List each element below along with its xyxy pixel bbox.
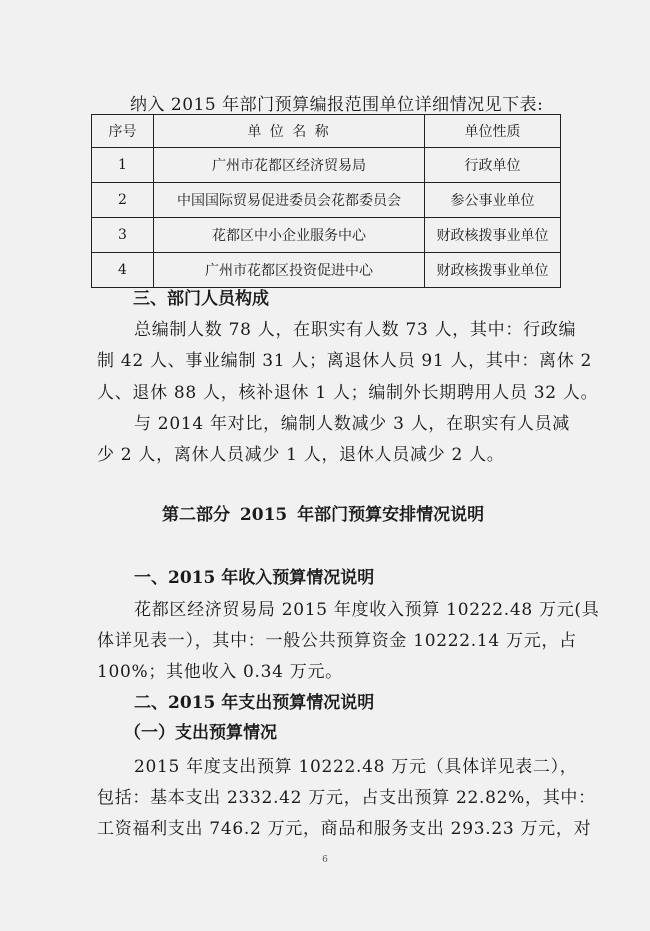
- row-unit-type: 财政核拨事业单位: [425, 253, 561, 288]
- table-row: [92, 148, 561, 183]
- income-heading: 一、2015 年收入预算情况说明: [134, 568, 375, 588]
- row-unit-name: 广州市花都区投资促进中心: [154, 253, 425, 288]
- table-row: [92, 183, 561, 218]
- expense-line: 包括：基本支出 2332.42 万元，占支出预算 22.82%，其中：: [97, 788, 596, 808]
- staffing-line: 制 42 人、事业编制 31 人；离退休人员 91 人，其中：离休 2: [97, 351, 593, 371]
- expense-line: 工资福利支出 746.2 万元，商品和服务支出 293.23 万元，对: [97, 819, 592, 839]
- row-unit-name: 花都区中小企业服务中心: [154, 218, 425, 253]
- header-serial: 序号: [92, 115, 154, 148]
- table-row: [92, 218, 561, 253]
- row-serial: 3: [92, 218, 154, 253]
- row-unit-type: 财政核拨事业单位: [425, 218, 561, 253]
- income-line: 花都区经济贸易局 2015 年度收入预算 10222.48 万元(具: [134, 600, 600, 620]
- staffing-line: 少 2 人，离休人员减少 1 人，退休人员减少 2 人。: [97, 445, 505, 465]
- part-two-heading: 第二部分 2015 年部门预算安排情况说明: [162, 505, 485, 525]
- row-serial: 2: [92, 183, 154, 218]
- unit-table: [91, 114, 561, 288]
- row-unit-name: 中国国际贸易促进委员会花都委员会: [154, 183, 425, 218]
- row-unit-type: 参公事业单位: [425, 183, 561, 218]
- staffing-line: 人、退休 88 人，核补退休 1 人；编制外长期聘用人员 32 人。: [97, 383, 599, 403]
- row-unit-name: 广州市花都区经济贸易局: [154, 148, 425, 183]
- page-number: 6: [322, 855, 328, 865]
- income-line: 体详见表一），其中：一般公共预算资金 10222.14 万元，占: [97, 631, 577, 651]
- table-intro-text: 纳入 2015 年部门预算编报范围单位详细情况见下表:: [130, 95, 544, 115]
- row-serial: 4: [92, 253, 154, 288]
- row-serial: 1: [92, 148, 154, 183]
- income-line: 100%；其他收入 0.34 万元。: [97, 662, 343, 682]
- expense-subheading: （一）支出预算情况: [124, 723, 277, 743]
- header-unit-type: 单位性质: [425, 115, 561, 148]
- table-header-row: [92, 115, 561, 148]
- expense-line: 2015 年度支出预算 10222.48 万元（具体详见表二），: [134, 757, 578, 777]
- table-row: [92, 253, 561, 288]
- expense-heading: 二、2015 年支出预算情况说明: [134, 693, 375, 713]
- row-unit-type: 行政单位: [425, 148, 561, 183]
- staffing-line: 总编制人数 78 人，在职实有人数 73 人，其中：行政编: [134, 320, 577, 340]
- header-unit-name: 单 位 名 称: [154, 115, 425, 148]
- staffing-line: 与 2014 年对比，编制人数减少 3 人，在职实有人员减: [134, 414, 570, 434]
- section-staffing-heading: 三、部门人员构成: [133, 289, 269, 309]
